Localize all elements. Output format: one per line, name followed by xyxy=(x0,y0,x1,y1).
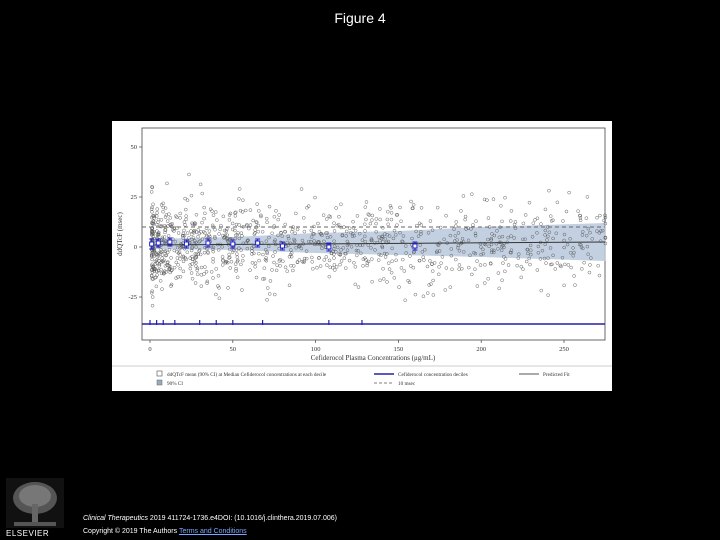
legend-item-ci: 90% CI xyxy=(167,381,183,387)
scatter-chart xyxy=(112,121,612,391)
y-tick-label: 25 xyxy=(130,194,137,201)
legend-item-fit: Predicted Fit xyxy=(543,372,570,378)
publisher-name: ELSEVIER xyxy=(6,529,50,538)
copyright xyxy=(83,528,247,535)
decile-mean-point xyxy=(231,242,235,246)
decile-mean-point xyxy=(413,244,417,248)
decile-mean-point xyxy=(156,241,160,245)
x-tick-label: 50 xyxy=(229,346,237,353)
decile-mean-point xyxy=(206,241,210,245)
copyright-text: Copyright © 2019 The Authors xyxy=(83,528,179,535)
legend xyxy=(112,366,612,387)
figure-panel xyxy=(112,121,612,391)
y-axis-label: ddQTcF (msec) xyxy=(116,212,124,256)
terms-link[interactable]: Terms and Conditions xyxy=(178,528,247,535)
legend-item-deciles: Cefiderocol concentration deciles xyxy=(398,372,468,378)
y-tick-label: 0 xyxy=(133,244,137,251)
slide-title: Figure 4 xyxy=(334,10,386,26)
x-tick-label: 100 xyxy=(310,346,321,353)
x-tick-label: 250 xyxy=(559,346,569,353)
citation-details: 2019 411724-1736.e4DOI: (10.1016/j.clinthera.2019.07.006) xyxy=(147,515,337,522)
decile-mean-point xyxy=(256,241,260,245)
x-tick-label: 200 xyxy=(476,346,487,353)
legend-item-ref: 10 msec xyxy=(398,381,416,387)
legend-item-mean: ddQTcF mean (90% CI) at Median Cefiderocol concentrations at each decile xyxy=(167,372,327,378)
citation xyxy=(83,515,337,522)
decile-mean-point xyxy=(280,244,284,248)
journal-name: Clinical Therapeutics xyxy=(83,515,148,522)
decile-mean-point xyxy=(327,245,331,249)
legend-ci-swatch xyxy=(157,380,162,385)
y-tick-label: -25 xyxy=(128,294,137,301)
x-tick-label: 150 xyxy=(393,346,404,353)
x-tick-label: 0 xyxy=(148,346,152,353)
decile-mean-point xyxy=(150,242,154,246)
legend-mean-swatch xyxy=(157,371,162,376)
x-axis-label: Cefiderocol Plasma Concentrations (μg/mL) xyxy=(310,354,436,362)
y-tick-label: 50 xyxy=(130,144,137,151)
decile-mean-point xyxy=(184,242,188,246)
decile-mean-point xyxy=(168,240,172,244)
